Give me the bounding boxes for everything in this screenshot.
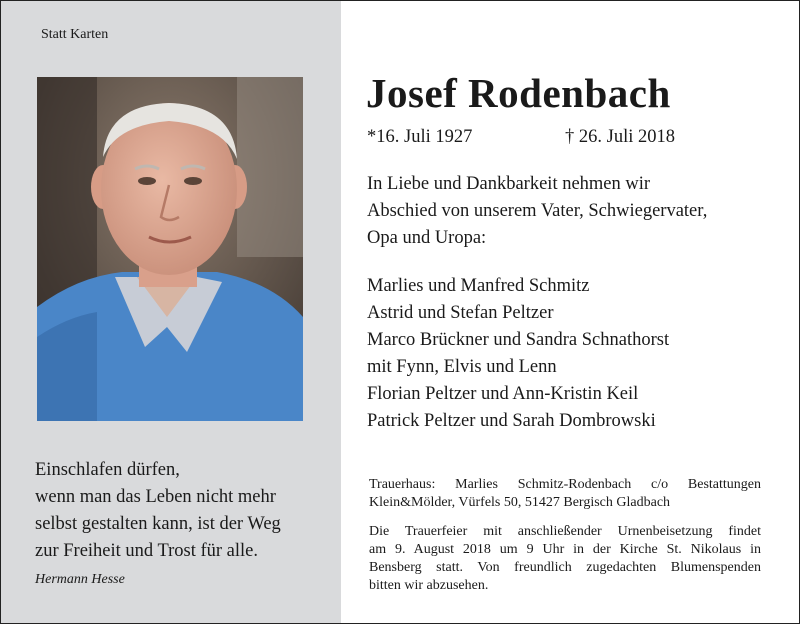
- statt-karten-label: Statt Karten: [41, 27, 109, 42]
- quote-author: Hermann Hesse: [35, 572, 125, 587]
- intro-line: Abschied von unserem Vater, Schwiegervater,: [367, 201, 708, 221]
- intro-text: [367, 171, 787, 252]
- mourner-line: Florian Peltzer und Ann-Kristin Keil: [367, 384, 639, 404]
- intro-line: Opa und Uropa:: [367, 228, 487, 248]
- quote-line: zur Freiheit und Trost für alle.: [35, 541, 259, 561]
- quote-line: selbst gestalten kann, ist der Weg: [35, 514, 281, 534]
- mourners-list: [367, 273, 787, 435]
- mourner-line: Patrick Peltzer und Sarah Dombrowski: [367, 411, 656, 431]
- mourner-line: Marco Brückner und Sandra Schnathorst: [367, 330, 670, 350]
- death-date: † 26. Juli 2018: [565, 127, 675, 147]
- trauerhaus-notice: [369, 476, 761, 512]
- mourner-line: mit Fynn, Elvis und Lenn: [367, 357, 557, 377]
- notice-line: Die Trauerfeier mit anschließender Urnenbeisetzung findet: [369, 524, 761, 539]
- mourner-line: Marlies und Manfred Schmitz: [367, 276, 590, 296]
- quote: [35, 457, 325, 565]
- notice-line: bitten wir abzusehen.: [369, 578, 489, 593]
- funeral-notice: [369, 523, 761, 595]
- notice-line: am 9. August 2018 um 9 Uhr in der Kirche St. Nikolaus in: [369, 542, 761, 557]
- birth-date: *16. Juli 1927: [367, 127, 473, 147]
- portrait-photo-icon: [37, 77, 303, 421]
- left-panel: [1, 1, 341, 623]
- portrait-photo: [37, 77, 303, 421]
- mourner-line: Astrid und Stefan Peltzer: [367, 303, 554, 323]
- deceased-name: Josef Rodenbach: [366, 70, 671, 116]
- notice-line: Bensberg statt. Von freundlich zugedachten Blumenspenden: [369, 560, 761, 575]
- notice-line: Klein&Mölder, Vürfels 50, 51427 Bergisch Gladbach: [369, 495, 671, 510]
- intro-line: In Liebe und Dankbarkeit nehmen wir: [367, 174, 651, 194]
- right-panel: [341, 1, 800, 623]
- quote-line: Einschlafen dürfen,: [35, 460, 180, 480]
- quote-line: wenn man das Leben nicht mehr: [35, 487, 276, 507]
- notice-line: Trauerhaus: Marlies Schmitz-Rodenbach c/o Bestattungen: [369, 477, 761, 492]
